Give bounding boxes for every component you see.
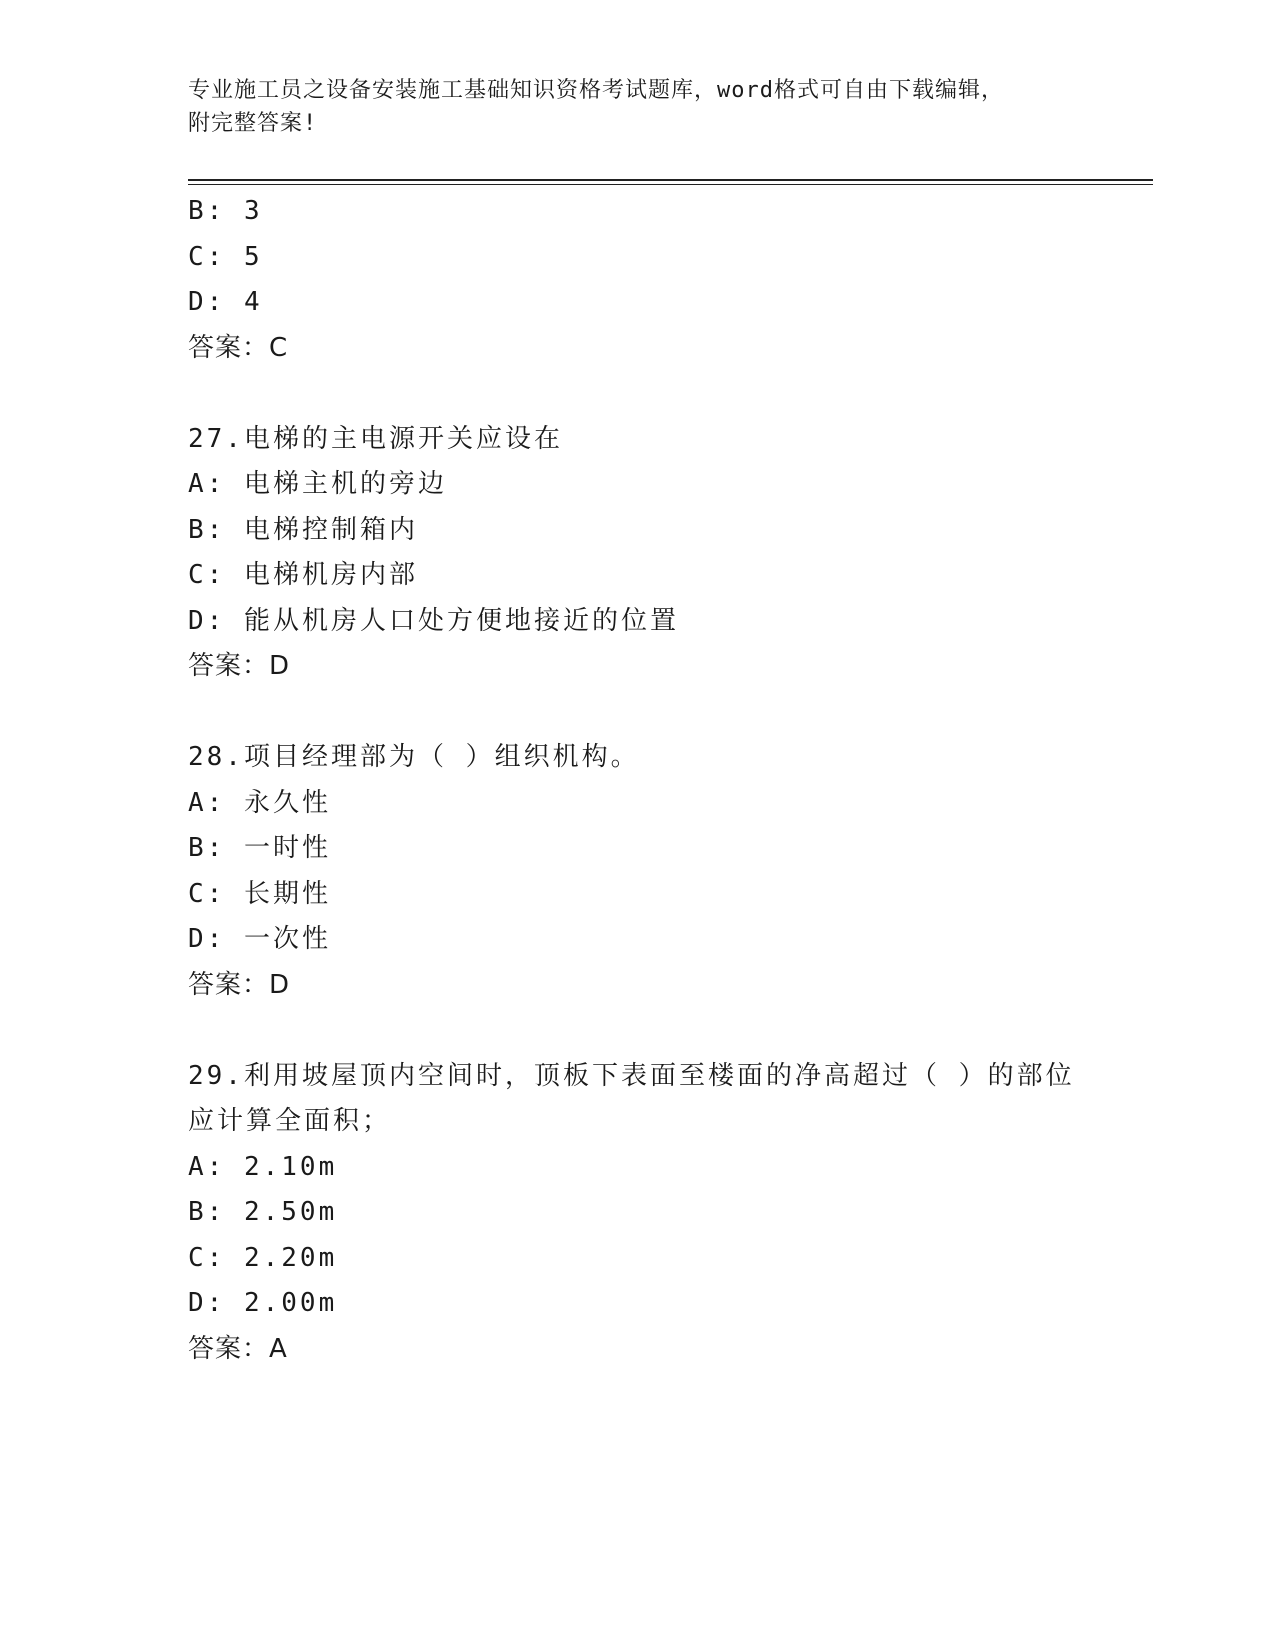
- answer-line: 答案：D: [188, 969, 291, 1000]
- question-text: 28.项目经理部为（ ）组织机构。: [188, 742, 640, 772]
- header-divider-thin: [188, 184, 1153, 185]
- answer-line: 答案：A: [188, 1333, 288, 1364]
- answer-line: 答案：C: [188, 332, 289, 363]
- option-b: B: 3: [188, 196, 263, 226]
- option-c: C: 电梯机房内部: [188, 560, 418, 590]
- question-text-line-2: 应计算全面积；: [188, 1106, 392, 1136]
- option-d: D: 能从机房人口处方便地接近的位置: [188, 605, 679, 636]
- option-a: A: 永久性: [188, 787, 331, 818]
- document-header: [188, 74, 1088, 140]
- option-b: B: 2.50m: [188, 1197, 338, 1227]
- option-c: C: 5: [188, 241, 263, 272]
- question-text-line-1: 29.利用坡屋顶内空间时，顶板下表面至楼面的净高超过（ ）的部位: [188, 1060, 1075, 1091]
- question-block-28: [188, 735, 1088, 1008]
- header-line-1: 专业施工员之设备安装施工基础知识资格考试题库，word格式可自由下载编辑，: [188, 78, 1004, 103]
- option-b: B: 一时性: [188, 833, 331, 863]
- question-block-27: [188, 417, 1088, 690]
- option-d: D: 一次性: [188, 924, 331, 954]
- option-b: B: 电梯控制箱内: [188, 514, 418, 545]
- header-divider-thick: [188, 179, 1153, 181]
- question-block-26: [188, 189, 1088, 371]
- option-c: C: 长期性: [188, 878, 331, 909]
- spacer: [188, 1008, 1088, 1054]
- option-d: D: 4: [188, 287, 263, 317]
- spacer: [188, 690, 1088, 736]
- option-d: D: 2.00m: [188, 1288, 338, 1318]
- question-text: 27.电梯的主电源开关应设在: [188, 423, 563, 454]
- option-a: A: 电梯主机的旁边: [188, 469, 447, 499]
- header-line-2: 附完整答案!: [188, 111, 318, 136]
- option-c: C: 2.20m: [188, 1242, 338, 1273]
- answer-line: 答案：D: [188, 651, 291, 681]
- question-block-29: [188, 1054, 1088, 1373]
- option-a: A: 2.10m: [188, 1151, 338, 1182]
- spacer: [188, 371, 1088, 417]
- document-body: [188, 189, 1088, 1372]
